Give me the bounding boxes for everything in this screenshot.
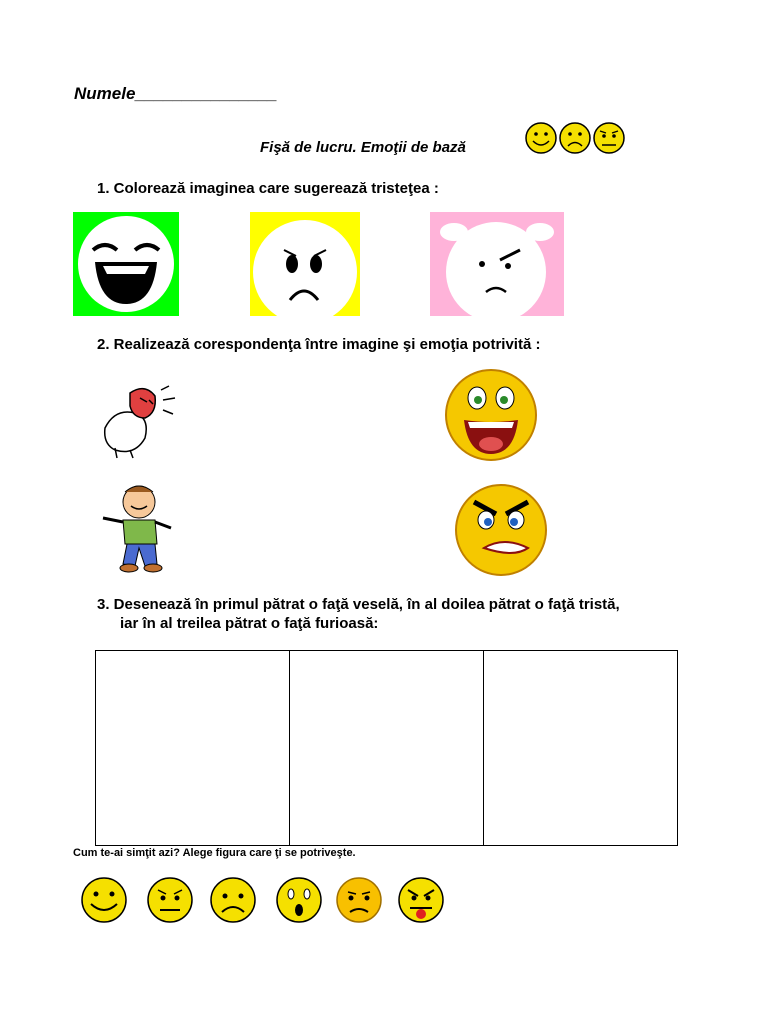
- question-3-line-1: 3. Desenează în primul pătrat o faţă veselă, în al doilea pătrat o faţă tristă,: [97, 596, 620, 613]
- angry-man-clipart[interactable]: [95, 378, 185, 460]
- question-3-line-2: iar în al treilea pătrat o faţă furioasă:: [120, 615, 379, 632]
- worksheet-title: Fişă de lucru. Emoţii de bază: [260, 139, 466, 156]
- sad-face-yellow[interactable]: [250, 212, 360, 316]
- sad-face-icon[interactable]: [337, 878, 381, 922]
- laughing-smiley[interactable]: [444, 368, 538, 462]
- draw-box-happy[interactable]: [96, 651, 290, 845]
- worried-face-icon[interactable]: [148, 878, 192, 922]
- name-line: Numele_______________: [74, 84, 278, 103]
- draw-box-angry[interactable]: [484, 651, 677, 845]
- drawing-boxes: [95, 650, 678, 846]
- frowning-face-icon[interactable]: [211, 878, 255, 922]
- happy-face-icon[interactable]: [82, 878, 126, 922]
- draw-box-sad[interactable]: [290, 651, 484, 845]
- sad-face-icon: [560, 123, 590, 153]
- tongue-out-angry-face-icon[interactable]: [399, 878, 443, 922]
- angry-face-pink[interactable]: [430, 212, 564, 316]
- feeling-faces-row: [78, 876, 448, 926]
- question-2: 2. Realizează corespondenţa între imagine şi emoţia potrivită :: [97, 336, 541, 353]
- title-emoji-group: [524, 121, 628, 157]
- surprised-face-icon[interactable]: [277, 878, 321, 922]
- feeling-question: Cum te-ai simţit azi? Alege figura care ţi se potriveşte.: [73, 847, 356, 859]
- laughing-face-green[interactable]: [73, 212, 179, 316]
- worried-face-icon: [594, 123, 624, 153]
- happy-boy-clipart[interactable]: [95, 478, 177, 574]
- question-1: 1. Colorează imaginea care sugerează tristeţea :: [97, 180, 439, 197]
- angry-smiley[interactable]: [454, 482, 548, 578]
- happy-face-icon: [526, 123, 556, 153]
